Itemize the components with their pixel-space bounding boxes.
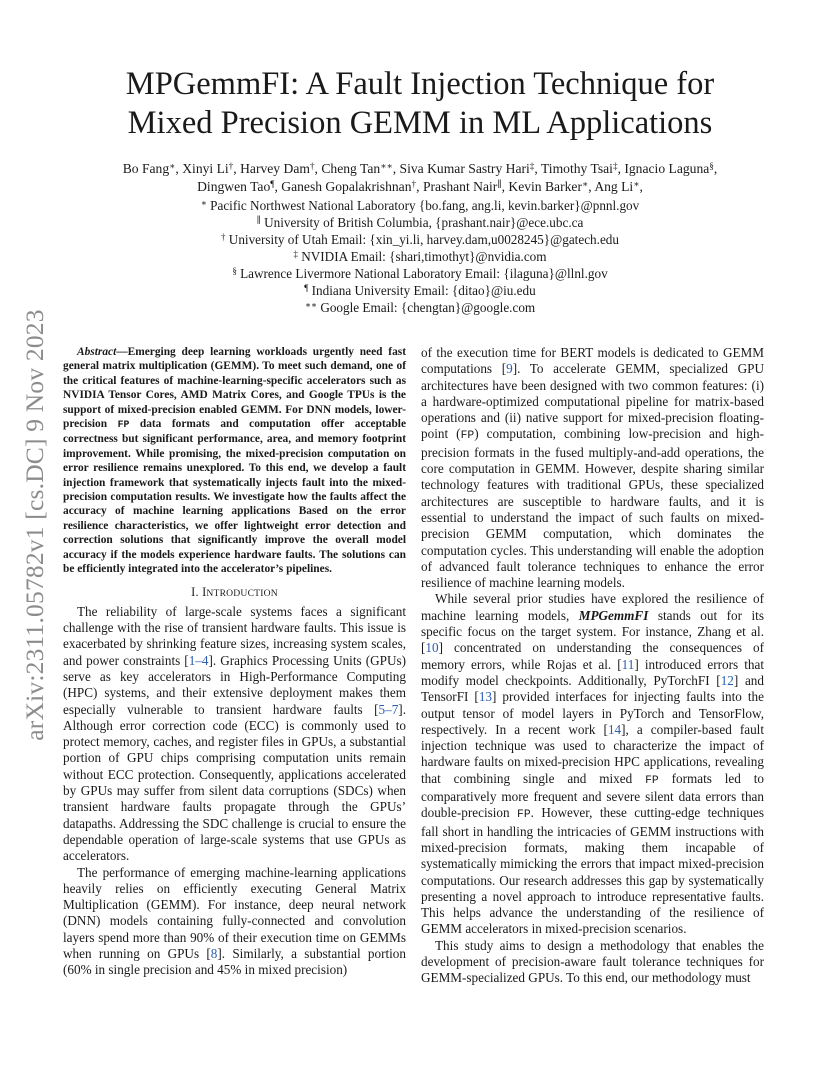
affiliation-mark: § xyxy=(232,265,237,276)
fp-term: FP xyxy=(460,430,475,443)
author-mark: † xyxy=(228,160,234,171)
citation-link[interactable]: 11 xyxy=(621,656,635,672)
author-mark: † xyxy=(411,178,417,189)
affiliation-mark: ‡ xyxy=(293,248,298,259)
text-run: While several prior studies have explored the resilience of machine learning models, xyxy=(421,591,764,623)
title-line-2: Mixed Precision GEMM in ML Applications xyxy=(127,105,713,141)
arxiv-identifier: arXiv:2311.05782v1 [cs.DC] 9 Nov 2023 xyxy=(20,309,49,741)
author-list xyxy=(72,160,768,195)
text-run: of the execution time for BERT models is dedicated to GEMM computations [ xyxy=(421,345,764,377)
abstract-dash: — xyxy=(116,346,128,358)
text-run: ] provided interfaces for injecting faults into the output tensor of model layers in PyTorch and TensorFlow, respectively. In a recent work [ xyxy=(421,689,764,737)
affiliation-mark: † xyxy=(221,231,226,242)
right-column xyxy=(421,345,764,987)
tool-name: MPGemmFI xyxy=(578,607,649,623)
text-run: ] introduced errors that modify model checkpoints. Additionally, PyTorchFI [ xyxy=(421,656,764,688)
affiliation-mark: ∗∗ xyxy=(304,299,318,310)
author-name: Prashant Nair xyxy=(422,178,498,194)
text-run: ]. To accelerate GEMM, specialized GPU architectures have been designed with two common features: (i) a hardware-optimized computational pipeline for matrix-based operations and (ii) native support for mixed-precision floating-point ( xyxy=(421,361,765,442)
text-run: The performance of emerging machine-learning applications heavily relies on efficiently executing General Matrix Multiplication (GEMM). For instance, deep neural network (DNN) models containing fully-connected and convolution layers spend more than 90% of their execution time on GEMMs when running on GPUs [ xyxy=(63,864,406,962)
author-mark: ‡ xyxy=(529,160,535,171)
author-mark: ¶ xyxy=(270,178,275,189)
text-run: The reliability of large-scale systems faces a significant challenge with the rise of transient hardware faults. This issue is exacerbated by shrinking feature sizes, increasing system scales, and power constraints [ xyxy=(63,603,406,668)
author-mark: ∗ xyxy=(633,178,640,189)
author-line-2: Dingwen Tao¶, Ganesh Gopalakrishnan†, Prashant Nair∥, Kevin Barker∗, Ang Li∗, xyxy=(197,178,643,194)
affiliation-line xyxy=(72,214,768,231)
fp-term: FP xyxy=(517,809,531,822)
author-name: Kevin Barker xyxy=(508,178,582,194)
author-mark: § xyxy=(709,160,714,171)
text-run: . However, these cutting-edge techniques fall short in handling the intricacies of GEMM instructions with mixed-precision formats, making them incapable of systematically mimicking the errors that impact mixed-precision computations. Our research addresses this gap by systematically presenting a novel approach to introduce representative faults. This helps advance the understanding of the resilience of GEMM accelerators in mixed-precision scenarios. xyxy=(421,805,764,937)
intro-paragraph-2 xyxy=(63,865,406,979)
section-numeral: I. xyxy=(191,584,199,599)
citation-link[interactable]: 1–4 xyxy=(188,652,209,668)
paper-title xyxy=(80,65,760,143)
affiliation-text: Google Email: {chengtan}@google.com xyxy=(320,300,536,315)
author-name: Timothy Tsai xyxy=(540,161,613,176)
author-name: Dingwen Tao xyxy=(197,178,271,194)
affiliation-text: Indiana University Email: {ditao}@iu.edu xyxy=(311,283,536,298)
author-name: Xinyi Li xyxy=(182,161,229,176)
affiliation-text: NVIDIA Email: {shari,timothyt}@nvidia.com xyxy=(301,249,547,264)
affiliation-line xyxy=(72,231,768,248)
affiliation-line xyxy=(72,282,768,299)
text-run: stands out for its specific focus on the target system. For instance, Zhang et al. [ xyxy=(421,607,764,656)
text-run: ]. Graphics Processing Units (GPUs) serve as key accelerators in High-Performance Computing (HPC) systems, and their extensive deployment makes them especially vulnerable to transient hardware faults [ xyxy=(63,652,406,717)
section-title-first-letter: I xyxy=(202,584,207,599)
abstract-fp-term: FP xyxy=(117,419,130,431)
author-name: Siva Kumar Sastry Hari xyxy=(399,161,530,176)
arxiv-sidebar-stamp xyxy=(12,290,58,760)
affiliation-text: Lawrence Livermore National Laboratory Email: {ilaguna}@llnl.gov xyxy=(240,266,608,281)
affiliation-text: University of British Columbia, {prashant.nair}@ece.ubc.ca xyxy=(264,215,584,230)
citation-link[interactable]: 10 xyxy=(425,640,439,656)
text-run: ] and TensorFI [ xyxy=(421,672,764,705)
author-name: Ignacio Laguna xyxy=(624,161,710,176)
text-run: formats led to comparatively more frequent and severe silent data errors than double-precision xyxy=(421,770,765,821)
title-line-1: MPGemmFI: A Fault Injection Technique for xyxy=(125,66,715,102)
text-run: ], a compiler-based fault injection technique was used to characterize the impact of hardware faults on mixed-precision HPC applications, revealing that combining single and mixed xyxy=(421,721,764,786)
citation-link[interactable]: 8 xyxy=(210,946,218,962)
author-mark: ∗ xyxy=(169,160,176,171)
intro-paragraph-1 xyxy=(63,604,406,865)
affiliation-line xyxy=(72,299,768,316)
intro-paragraph-2-continued xyxy=(421,345,764,591)
author-name: Bo Fang xyxy=(122,161,170,176)
author-name: Ang Li xyxy=(594,178,634,194)
section-title-rest: NTRODUCTION xyxy=(206,587,278,599)
author-name: Cheng Tan xyxy=(321,161,381,176)
author-line-1: Bo Fang∗, Xinyi Li†, Harvey Dam†, Cheng Tan∗∗, Siva Kumar Sastry Hari‡, Timothy Tsai‡, Ignacio Laguna§, xyxy=(122,160,718,176)
affiliation-mark: ∗ xyxy=(200,197,207,208)
author-mark: † xyxy=(309,160,315,171)
citation-link[interactable]: 9 xyxy=(506,361,513,377)
text-run: ]. Although error correction code (ECC) is commonly used to protect memory, caches, and register files in GPUs, a substantial portion of GPU chips comprising computation units remain without ECC protection. Consequently, applications accelerated by GPUs may suffer from silent data corruptions (SDCs) when transient hardware faults propagate through the GPUs’ datapaths. Addressing the SDC challenge is crucial to ensure the dependable operation of large-scale systems that use GPUs as accelerators. xyxy=(63,701,406,864)
text-run: ]. Similarly, a substantial portion (60% in single precision and 45% in mixed precision) xyxy=(63,946,406,978)
author-name: Harvey Dam xyxy=(240,161,310,176)
affiliation-text: University of Utah Email: {xin_yi.li, harvey.dam,u0028245}@gatech.edu xyxy=(228,232,619,247)
abstract-label: Abstract xyxy=(77,346,117,358)
affiliation-line xyxy=(72,197,768,214)
author-mark: ‡ xyxy=(612,160,618,171)
section-heading-introduction xyxy=(63,584,406,602)
text-run: ) computation, combining low-precision and high-precision formats in the fused multiply-and-add operations, the core computation in GEMM. However, despite sharing similar technology features with traditional GPUs, these specialized architectures are susceptible to hardware faults, and it is essential to understand the impact of such faults on mixed-precision GEMM computation, which dominates the computation cycles. This understanding will enable the adoption of advanced fault tolerance techniques to enhance the error resilience of machine learning models. xyxy=(421,426,764,591)
intro-paragraph-4: This study aims to design a methodology that enables the development of precision-aware fault tolerance techniques for GEMM-specialized GPUs. To this end, our methodology must xyxy=(421,937,764,986)
text-run: ] concentrated on understanding the consequences of memory errors, while Rojas et al. [ xyxy=(421,640,764,672)
left-column xyxy=(63,345,406,979)
abstract-text-1: Emerging deep learning workloads urgently need fast general matrix multiplication (GEMM). To meet such demand, one of the critical features of machine-learning-specific accelerators such as NVIDIA Tensor Cores, AMD Matrix Cores, and Google TPUs is the support of mixed-precision enabled GEMM. For DNN models, lower-precision xyxy=(63,346,406,431)
citation-link[interactable]: 12 xyxy=(720,672,734,688)
citation-link[interactable]: 14 xyxy=(607,721,622,737)
citation-link[interactable]: 13 xyxy=(478,689,493,705)
author-mark: ∗∗ xyxy=(380,160,393,171)
affiliation-mark: ∥ xyxy=(256,214,261,225)
affiliation-text: Pacific Northwest National Laboratory {bo.fang, ang.li, kevin.barker}@pnnl.gov xyxy=(210,198,640,213)
affiliation-mark: ¶ xyxy=(304,282,309,293)
abstract-text-2: data formats and computation offer acceptable correctness but significant performance, area, and memory footprint improvement. While promising, the mixed-precision computation on error resilience remains unexplored. To this end, we develop a fault injection framework that systematically injects fault into the mixed-precision computation results. We investigate how the faults affect the accuracy of machine learning applications Based on the error resilience characteristics, we offer lightweight error detection and correction solutions that significantly improve the overall model accuracy if the models experience hardware faults. The solutions can be efficiently integrated into the accelerator’s pipelines. xyxy=(63,418,406,576)
fp-term: FP xyxy=(645,774,659,787)
intro-paragraph-3 xyxy=(421,591,764,937)
affiliation-line xyxy=(72,265,768,282)
author-name: Ganesh Gopalakrishnan xyxy=(281,178,412,194)
citation-link[interactable]: 5–7 xyxy=(378,701,399,717)
author-mark: ∗ xyxy=(581,178,589,189)
affiliation-line xyxy=(72,248,768,265)
affiliation-list xyxy=(72,197,768,316)
abstract xyxy=(63,345,406,577)
author-mark: ∥ xyxy=(497,178,502,189)
